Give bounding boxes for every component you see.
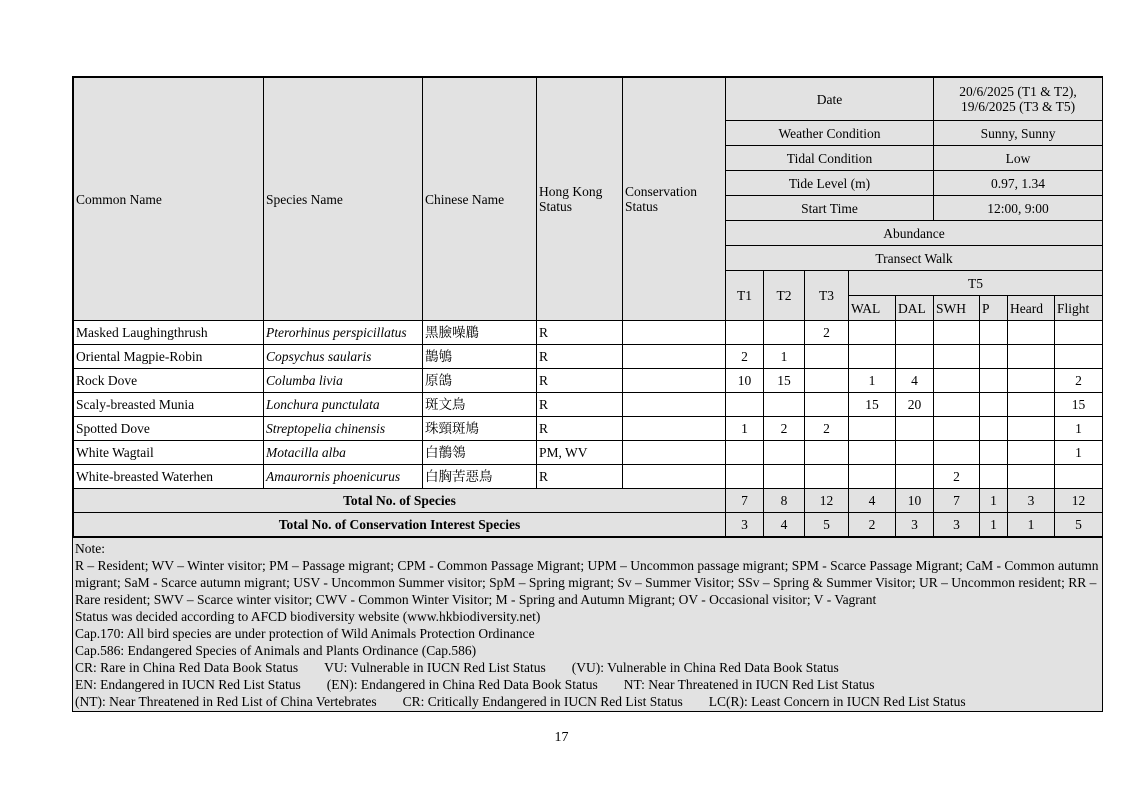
header-dal: DAL [896, 296, 934, 321]
swh-cell [934, 393, 980, 417]
conservation-status-cell [623, 417, 726, 441]
header-t5: T5 [849, 271, 1103, 296]
t3-cell [805, 465, 849, 489]
conservation-heard: 1 [1008, 513, 1055, 537]
dal-cell: 20 [896, 393, 934, 417]
chinese-name-cell: 原鴿 [423, 369, 537, 393]
p-cell [980, 321, 1008, 345]
species-name-cell: Streptopelia chinensis [264, 417, 423, 441]
notes-status-source: Status was decided according to AFCD biodiversity website (www.hkbiodiversity.net) [75, 609, 541, 624]
header-t1: T1 [726, 271, 764, 321]
t1-cell: 2 [726, 345, 764, 369]
header-date-value-line2: 19/6/2025 (T3 & T5) [960, 99, 1076, 114]
heard-cell [1008, 393, 1055, 417]
total-p: 1 [980, 489, 1008, 513]
header-start-time-label: Start Time [726, 196, 934, 221]
conservation-status-cell [623, 393, 726, 417]
header-swh: SWH [934, 296, 980, 321]
total-species-row [74, 489, 1103, 513]
hk-status-cell: R [537, 465, 623, 489]
dal-cell: 4 [896, 369, 934, 393]
p-cell [980, 465, 1008, 489]
common-name-cell: Oriental Magpie-Robin [74, 345, 264, 369]
t1-cell [726, 321, 764, 345]
wal-cell: 15 [849, 393, 896, 417]
t1-cell: 10 [726, 369, 764, 393]
legend-vu: VU: Vulnerable in IUCN Red List Status [324, 660, 546, 675]
survey-sheet [72, 76, 1103, 712]
swh-cell [934, 441, 980, 465]
header-conservation-status: Conservation Status [623, 78, 726, 321]
heard-cell [1008, 345, 1055, 369]
swh-cell: 2 [934, 465, 980, 489]
common-name-cell: Spotted Dove [74, 417, 264, 441]
conservation-p: 1 [980, 513, 1008, 537]
conservation-t1: 3 [726, 513, 764, 537]
dal-cell [896, 417, 934, 441]
total-conservation-label: Total No. of Conservation Interest Species [74, 513, 726, 537]
header-common-name: Common Name [74, 78, 264, 321]
wal-cell: 1 [849, 369, 896, 393]
heard-cell [1008, 417, 1055, 441]
t2-cell: 15 [764, 369, 805, 393]
legend-lc: LC(R): Least Concern in IUCN Red List Status [708, 694, 966, 709]
t2-cell: 2 [764, 417, 805, 441]
header-tidal-value: Low [934, 146, 1103, 171]
header-transect-walk: Transect Walk [726, 246, 1103, 271]
hk-status-cell: R [537, 369, 623, 393]
header-chinese-name: Chinese Name [423, 78, 537, 321]
table-row [74, 417, 1103, 441]
header-wal: WAL [849, 296, 896, 321]
conservation-wal: 2 [849, 513, 896, 537]
total-dal: 10 [896, 489, 934, 513]
table-row [74, 369, 1103, 393]
p-cell [980, 369, 1008, 393]
flight-cell: 1 [1055, 441, 1103, 465]
conservation-status-cell [623, 465, 726, 489]
p-cell [980, 345, 1008, 369]
common-name-cell: White-breasted Waterhen [74, 465, 264, 489]
legend-cr: CR: Rare in China Red Data Book Status [75, 660, 299, 675]
conservation-status-cell [623, 441, 726, 465]
common-name-cell: Rock Dove [74, 369, 264, 393]
header-weather-label: Weather Condition [726, 121, 934, 146]
species-name-cell: Motacilla alba [264, 441, 423, 465]
header-t3: T3 [805, 271, 849, 321]
conservation-status-cell [623, 345, 726, 369]
flight-cell: 15 [1055, 393, 1103, 417]
conservation-status-cell [623, 321, 726, 345]
chinese-name-cell: 黑臉噪鶥 [423, 321, 537, 345]
total-swh: 7 [934, 489, 980, 513]
legend-row-2 [75, 676, 1100, 693]
t3-cell [805, 369, 849, 393]
conservation-t3: 5 [805, 513, 849, 537]
flight-cell [1055, 345, 1103, 369]
notes-cap170: Cap.170: All bird species are under protection of Wild Animals Protection Ordinance [75, 626, 535, 641]
header-tidal-label: Tidal Condition [726, 146, 934, 171]
total-wal: 4 [849, 489, 896, 513]
total-conservation-row [74, 513, 1103, 537]
legend-nt-china: (NT): Near Threatened in Red List of China Vertebrates [75, 694, 377, 709]
t2-cell [764, 441, 805, 465]
header-tide-level-value: 0.97, 1.34 [934, 171, 1103, 196]
table-row [74, 345, 1103, 369]
swh-cell [934, 321, 980, 345]
species-name-cell: Pterorhinus perspicillatus [264, 321, 423, 345]
table-row [74, 441, 1103, 465]
hk-status-cell: R [537, 417, 623, 441]
flight-cell [1055, 321, 1103, 345]
swh-cell [934, 417, 980, 441]
t3-cell [805, 345, 849, 369]
heard-cell [1008, 441, 1055, 465]
t1-cell: 1 [726, 417, 764, 441]
header-p: P [980, 296, 1008, 321]
hk-status-cell: R [537, 393, 623, 417]
total-t1: 7 [726, 489, 764, 513]
t1-cell [726, 393, 764, 417]
t3-cell [805, 393, 849, 417]
wal-cell [849, 345, 896, 369]
total-species-label: Total No. of Species [74, 489, 726, 513]
chinese-name-cell: 鵲鴝 [423, 345, 537, 369]
t2-cell [764, 393, 805, 417]
notes-cap586: Cap.586: Endangered Species of Animals and Plants Ordinance (Cap.586) [75, 643, 477, 658]
wal-cell [849, 441, 896, 465]
dal-cell [896, 345, 934, 369]
dal-cell [896, 465, 934, 489]
wal-cell [849, 417, 896, 441]
header-heard: Heard [1008, 296, 1055, 321]
flight-cell: 1 [1055, 417, 1103, 441]
header-t2: T2 [764, 271, 805, 321]
t3-cell: 2 [805, 417, 849, 441]
common-name-cell: Scaly-breasted Munia [74, 393, 264, 417]
notes-abbreviations: R – Resident; WV – Winter visitor; PM – Passage migrant; CPM - Common Passage Migrant; UPM – Uncommon passage migrant; SPM - Scarce Passage Migrant; CaM - Common autumn migrant; SaM - Scarce autumn migrant; USV - Uncommon Summer visitor; SpM – Spring migrant; Sv – Summer Visitor; SSv – Spring & Summer Visitor; UR – Uncommon resident; RR – Rare resident; SWV – Scarce winter visitor; CWV - Common Winter Visitor; M - Spring and Autumn Migrant; OV - Occasional visitor; V - Vagrant [75, 558, 1099, 607]
page-number: 17 [554, 730, 569, 745]
legend-en: EN: Endangered in IUCN Red List Status [75, 677, 301, 692]
hk-status-cell: R [537, 321, 623, 345]
conservation-dal: 3 [896, 513, 934, 537]
conservation-swh: 3 [934, 513, 980, 537]
flight-cell [1055, 465, 1103, 489]
legend-vu-china: (VU): Vulnerable in China Red Data Book Status [571, 660, 839, 675]
bird-survey-table [73, 77, 1103, 537]
t1-cell [726, 465, 764, 489]
chinese-name-cell: 珠頸斑鳩 [423, 417, 537, 441]
notes-title: Note: [75, 541, 105, 556]
total-flight: 12 [1055, 489, 1103, 513]
total-heard: 3 [1008, 489, 1055, 513]
conservation-flight: 5 [1055, 513, 1103, 537]
total-t2: 8 [764, 489, 805, 513]
header-start-time-value: 12:00, 9:00 [934, 196, 1103, 221]
legend-row-1 [75, 659, 1100, 676]
header-date-label: Date [726, 78, 934, 121]
chinese-name-cell: 斑文鳥 [423, 393, 537, 417]
t2-cell [764, 321, 805, 345]
t3-cell [805, 441, 849, 465]
header-abundance: Abundance [726, 221, 1103, 246]
p-cell [980, 393, 1008, 417]
swh-cell [934, 369, 980, 393]
wal-cell [849, 321, 896, 345]
legend-nt: NT: Near Threatened in IUCN Red List Status [623, 677, 875, 692]
species-name-cell: Lonchura punctulata [264, 393, 423, 417]
species-name-cell: Copsychus saularis [264, 345, 423, 369]
table-row [74, 465, 1103, 489]
header-hk-status: Hong Kong Status [537, 78, 623, 321]
common-name-cell: Masked Laughingthrush [74, 321, 264, 345]
header-species-name: Species Name [264, 78, 423, 321]
legend-cr-iucn: CR: Critically Endangered in IUCN Red List Status [402, 694, 683, 709]
p-cell [980, 417, 1008, 441]
t2-cell [764, 465, 805, 489]
conservation-t2: 4 [764, 513, 805, 537]
heard-cell [1008, 369, 1055, 393]
flight-cell: 2 [1055, 369, 1103, 393]
hk-status-cell: R [537, 345, 623, 369]
t1-cell [726, 441, 764, 465]
conservation-status-cell [623, 369, 726, 393]
heard-cell [1008, 321, 1055, 345]
legend-en-china: (EN): Endangered in China Red Data Book Status [326, 677, 598, 692]
header-date-value-line1: 20/6/2025 (T1 & T2), [959, 84, 1077, 99]
total-t3: 12 [805, 489, 849, 513]
wal-cell [849, 465, 896, 489]
hk-status-cell: PM, WV [537, 441, 623, 465]
header-tide-level-label: Tide Level (m) [726, 171, 934, 196]
header-flight: Flight [1055, 296, 1103, 321]
p-cell [980, 441, 1008, 465]
species-name-cell: Amaurornis phoenicurus [264, 465, 423, 489]
t3-cell: 2 [805, 321, 849, 345]
legend-row-3 [75, 693, 1100, 710]
swh-cell [934, 345, 980, 369]
header-date-value [934, 78, 1103, 121]
header-weather-value: Sunny, Sunny [934, 121, 1103, 146]
dal-cell [896, 441, 934, 465]
heard-cell [1008, 465, 1055, 489]
table-row [74, 393, 1103, 417]
t2-cell: 1 [764, 345, 805, 369]
chinese-name-cell: 白胸苦惡鳥 [423, 465, 537, 489]
dal-cell [896, 321, 934, 345]
common-name-cell: White Wagtail [74, 441, 264, 465]
table-row [74, 321, 1103, 345]
chinese-name-cell: 白鶺鴒 [423, 441, 537, 465]
notes-section [73, 537, 1102, 711]
species-name-cell: Columba livia [264, 369, 423, 393]
